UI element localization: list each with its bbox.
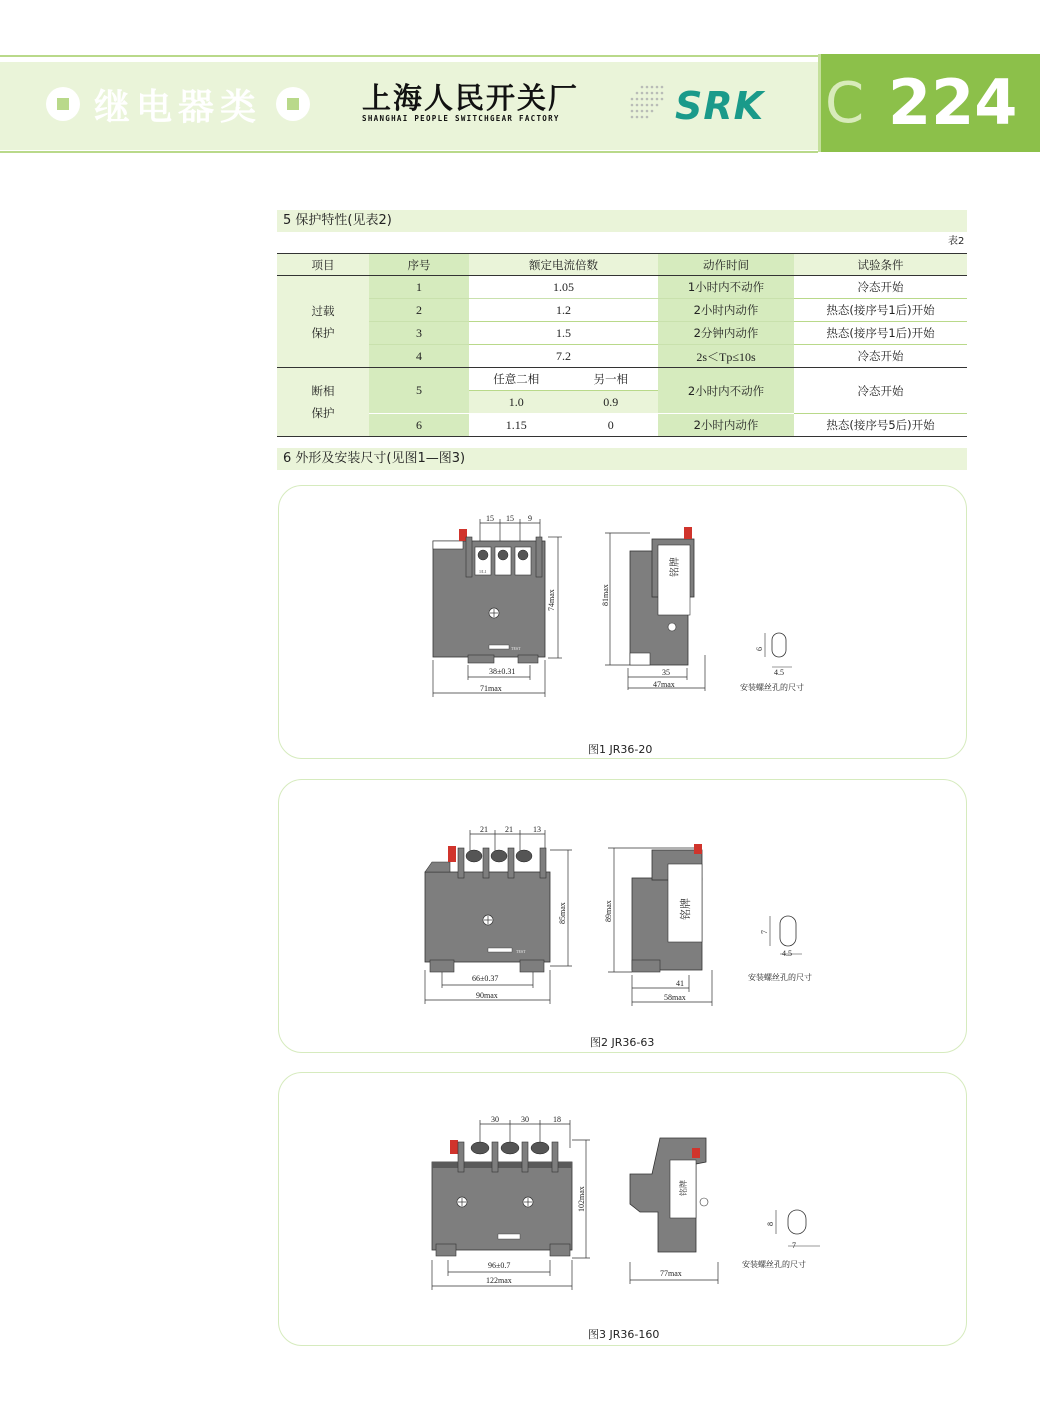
fig3-dim-mount: 96±0.7 [488,1261,511,1270]
table-row [277,414,967,437]
phase-value-b: 0 [607,417,614,432]
fig1-dim-top3: 9 [528,514,532,523]
fig3-dim-width: 122max [486,1276,512,1285]
company-name-cn: 上海人民开关厂 [362,81,580,115]
fig2-dim-side-height: 89max [604,900,613,922]
row-multiple: 7.2 [469,345,658,368]
srk-logo: SRK [675,84,765,128]
fig3-dim-hole-h: 8 [766,1222,775,1226]
fig2-test-label: TEST [516,949,526,954]
row-multiple: 1.05 [469,276,658,299]
col-header-condition: 试验条件 [794,254,967,276]
fig2-dim-height: 85max [558,902,567,924]
figure-3-caption: 图3 JR36-160 [588,1328,660,1341]
col-header-multiple: 额定电流倍数 [469,254,658,276]
row-condition: 热态(接序号1后)开始 [794,299,967,322]
fig2-dim-width: 90max [476,991,498,1000]
fig3-nameplate: 铭牌 [679,1180,688,1196]
fig2-dim-hole-h: 7 [760,930,769,934]
row-time: 1小时内不动作 [658,276,794,299]
fig2-dim-hole-w: 4.5 [782,949,792,958]
fig1-nameplate: 铭牌 [670,557,681,577]
fig2-dim-side-d2: 58max [664,993,686,1002]
phase-sub-b: 另一相 [593,372,628,386]
col-header-item: 项目 [277,254,369,276]
fig3-dim-height: 102max [577,1186,586,1212]
phase-sub-a: 任意二相 [493,372,540,386]
row-no: 3 [369,322,469,345]
fig2-dim-top2: 21 [505,825,513,834]
table-row [277,345,967,368]
fig1-dim-side-d2: 47max [653,680,675,689]
fig1-dim-hole-w: 4.5 [774,668,784,677]
fig3-dim-top3: 18 [553,1115,561,1124]
row-condition: 热态(接序号5后)开始 [794,414,967,437]
row-no: 2 [369,299,469,322]
fig3-dim-hole-w: 7 [792,1241,796,1250]
phase-label-2: 保护 [311,406,335,420]
figure-2-caption: 图2 JR36-63 [590,1036,655,1049]
fig2-nameplate: 铭牌 [680,898,692,920]
row-no: 6 [369,414,469,437]
fig2-dim-side-d1: 41 [676,979,684,988]
phase-values-cell [469,391,658,414]
overload-label: 过载 [311,303,335,318]
row-multiple: 1.2 [469,299,658,322]
company-name [362,82,579,123]
row-time: 2小时内动作 [658,414,794,437]
fig1-dim-width: 71max [480,684,502,693]
figure-3-drawing [400,1112,850,1292]
company-name-en: SHANGHAI PEOPLE SWITCHGEAR FACTORY [362,114,560,123]
fig3-dim-side-d2: 77max [660,1269,682,1278]
page-number: 224 [888,66,1018,139]
fig1-hole-label: 安装螺丝孔的尺寸 [740,683,804,692]
table-row [277,322,967,345]
category-label: 继电器类 [94,86,263,128]
fig2-dim-top1: 21 [480,825,488,834]
header-rule-top [0,55,818,57]
fig1-dim-mount: 38±0.31 [489,667,516,676]
fig1-dim-top2: 15 [506,514,514,523]
figure-2-drawing [400,820,850,1010]
row-no: 5 [369,368,469,414]
row-condition: 热态(接序号1后)开始 [794,322,967,345]
col-header-no: 序号 [369,254,469,276]
table-caption: 表2 [948,236,965,247]
fig1-dim-height: 74max [547,589,556,611]
overload-label-2: 保护 [311,325,335,340]
row-no: 1 [369,276,469,299]
table-header-row [277,254,967,276]
figure-1-drawing [400,505,850,705]
fig3-dim-top1: 30 [491,1115,499,1124]
header-rule-bottom [0,151,818,153]
fig1-dim-hole-h: 6 [755,647,764,651]
phase-values-cell [469,414,658,437]
phase-value-a: 1.0 [508,394,524,409]
fig1-test-label: TEST [511,646,521,651]
fig1-dim-top1: 15 [486,514,494,523]
table-row [277,299,967,322]
category-title [46,80,310,128]
fig1-dim-side-height: 81max [601,584,610,606]
protection-table [277,253,967,437]
fig1-terminal-label: 1/L1 [479,569,487,574]
phase-value-a: 1.15 [505,417,527,432]
table-row [277,368,967,391]
fig2-dim-top3: 13 [533,825,541,834]
overload-group-cell [277,276,369,368]
figure-1-caption: 图1 JR36-20 [588,743,653,756]
fig1-dim-side-d1: 35 [662,668,670,677]
fig2-hole-label: 安装螺丝孔的尺寸 [748,973,812,982]
row-no: 4 [369,345,469,368]
square-bullet-icon [46,87,80,121]
row-condition: 冷态开始 [794,368,967,414]
section5-title: 5 保护特性(见表2) [277,210,967,232]
phase-label: 断相 [311,384,335,398]
fig2-dim-mount: 66±0.37 [472,974,499,983]
col-header-time: 动作时间 [658,254,794,276]
fig3-hole-label: 安装螺丝孔的尺寸 [742,1260,806,1269]
row-time: 2分钟内动作 [658,322,794,345]
phase-subheader-cell [469,368,658,391]
square-bullet-icon [276,87,310,121]
row-time: 2小时内不动作 [658,368,794,414]
fig3-dim-top2: 30 [521,1115,529,1124]
row-multiple: 1.5 [469,322,658,345]
table-row [277,276,967,299]
phase-group-cell [277,368,369,437]
phase-value-b: 0.9 [603,394,619,409]
page-letter: C [825,71,865,136]
section6-title: 6 外形及安装尺寸(见图1—图3) [277,448,967,470]
row-condition: 冷态开始 [794,276,967,299]
row-time: 2小时内动作 [658,299,794,322]
row-condition: 冷态开始 [794,345,967,368]
row-time: 2s＜Tp≤10s [658,345,794,368]
dot-pattern-icon [628,84,668,122]
